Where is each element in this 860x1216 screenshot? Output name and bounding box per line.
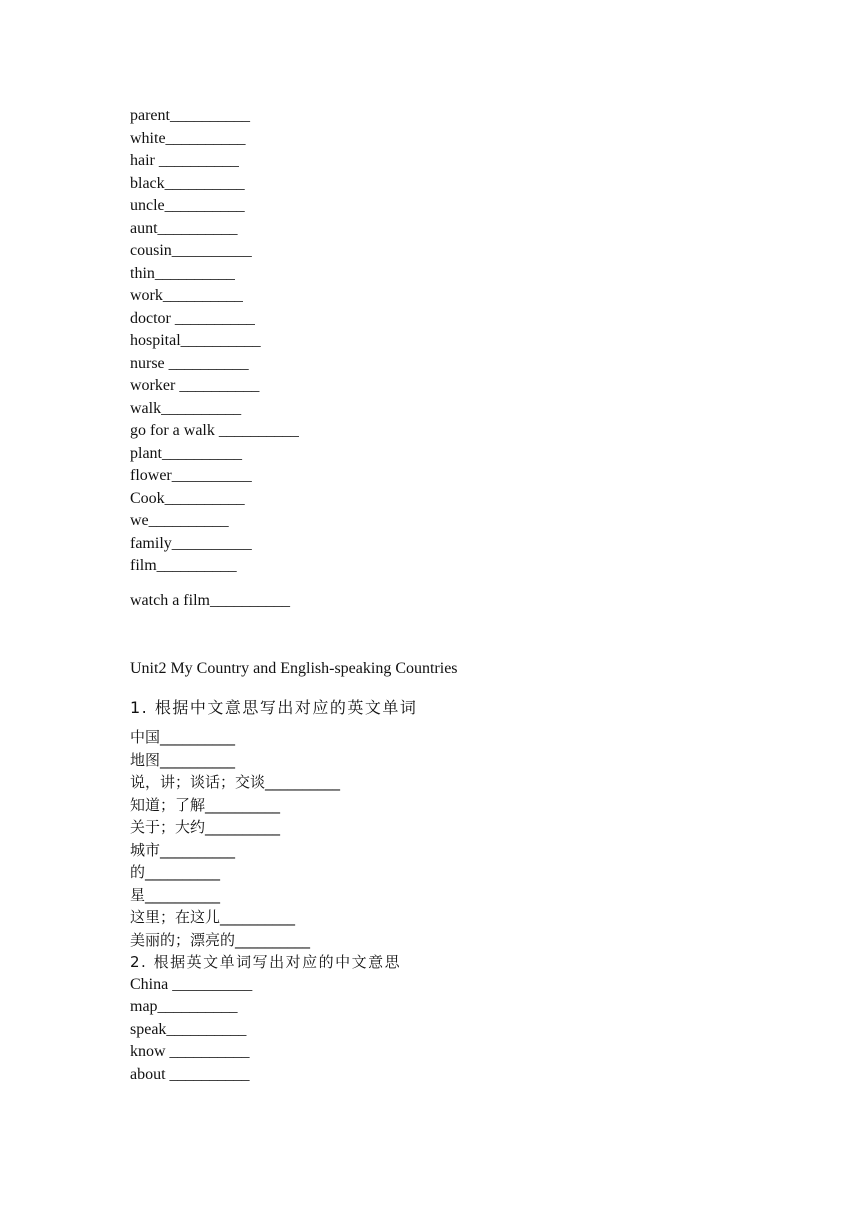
cn-word-item: 关于；大约__________: [130, 818, 281, 836]
word-item: we__________: [130, 512, 229, 529]
word-item: black__________: [130, 174, 245, 192]
word-item: go for a walk __________: [130, 422, 299, 439]
word-item: thin__________: [130, 264, 235, 282]
unit1-word-list: [130, 105, 770, 578]
word-item: hospital__________: [130, 332, 261, 349]
en-word-item: about __________: [130, 1065, 250, 1083]
cn-word-item: 星__________: [130, 885, 221, 904]
en-word-item: speak__________: [130, 1020, 247, 1038]
cn-word-item: 美丽的；漂亮的__________: [130, 930, 311, 949]
word-item: nurse __________: [130, 354, 249, 372]
section2-list: [130, 974, 770, 1087]
word-item: cousin__________: [130, 242, 252, 259]
word-item: parent__________: [130, 107, 250, 124]
cn-word-item: 中国__________: [130, 728, 236, 746]
en-word-item: map__________: [130, 998, 238, 1015]
word-item: family__________: [130, 534, 252, 552]
en-word-item: know __________: [130, 1043, 250, 1060]
cn-word-item: 知道；了解__________: [130, 795, 281, 814]
word-item: aunt__________: [130, 219, 238, 237]
section1-list: [130, 726, 770, 951]
cn-word-item: 城市__________: [130, 840, 236, 859]
cn-word-item: 这里；在这儿__________: [130, 908, 296, 926]
section1-heading: 1. 根据中文意思写出对应的英文单词: [130, 698, 418, 717]
section2-heading: 2. 根据英文单词写出对应的中文意思: [130, 953, 402, 971]
word-item: hair __________: [130, 152, 239, 169]
word-item: plant__________: [130, 444, 242, 462]
worksheet-content: [130, 105, 770, 1086]
word-item: doctor __________: [130, 309, 255, 327]
en-word-item: China __________: [130, 975, 253, 993]
cn-word-item: 的__________: [130, 863, 221, 881]
cn-word-item: 说，讲；谈话；交谈__________: [130, 773, 341, 791]
word-item: Cook__________: [130, 489, 245, 507]
word-item: worker __________: [130, 377, 260, 394]
word-item-watch-a-film: watch a film__________: [130, 591, 290, 609]
word-item: white__________: [130, 129, 246, 147]
word-item: work__________: [130, 287, 243, 304]
word-item: uncle__________: [130, 197, 245, 214]
word-item: film__________: [130, 557, 237, 574]
word-item: flower__________: [130, 467, 252, 484]
word-item: walk__________: [130, 399, 242, 417]
unit2-title: Unit2 My Country and English-speaking Countries: [130, 660, 458, 677]
cn-word-item: 地图__________: [130, 750, 236, 769]
